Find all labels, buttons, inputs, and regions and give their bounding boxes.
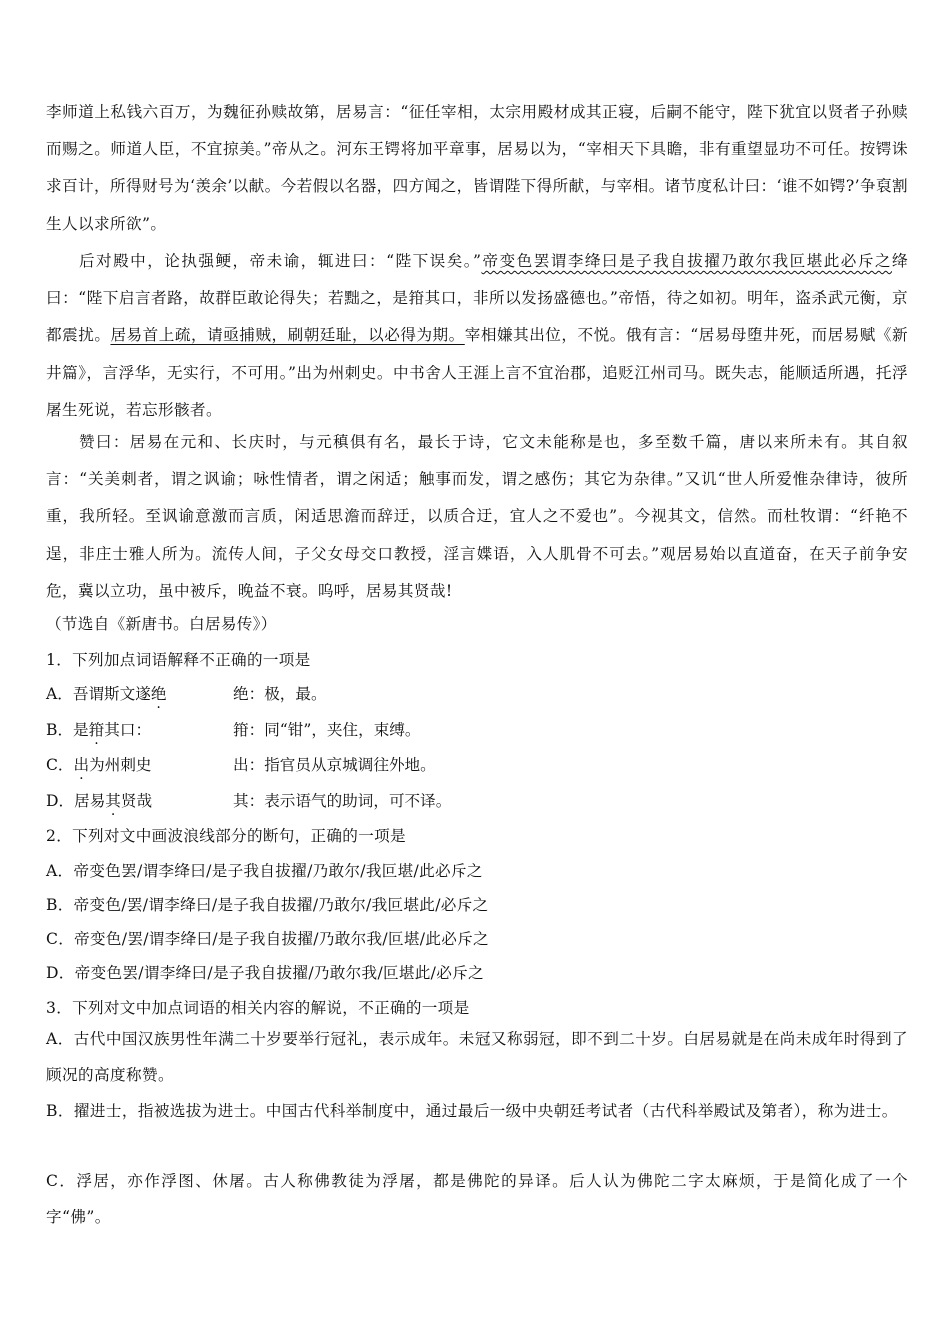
passage-paragraph-3: 赞曰：居易在元和、长庆时，与元稹俱有名，最长于诗，它文未能称是也，多至数千篇，唐以来所未有。其自叙言：“关美刺者，谓之讽谕；咏性情者，谓之闲适；触事而发，谓之感伤；其它为杂律。”又讥“世人所爱惟杂律诗，彼所重，我所轻。至讽谕意激而言质，闲适思澹而辞迂，以质合迂，宜人之不爱也”。今视其文，信然。而杜牧谓：“纤艳不逞，非庄士雅人所为。流传人间，子父女母交口教授，淫言媟语，入人肌骨不可去。”观居易始以直道奋，在天子前争安危，冀以立功，虽中被斥，晚益不衰。呜呼，居易其贤哉!: [46, 433, 908, 600]
question-3-option-a: A．古代中国汉族男性年满二十岁要举行冠礼，表示成年。未冠又称弱冠，即不到二十岁。白居易就是在尚未成年时得到了顾况的高度称赞。: [46, 1030, 908, 1084]
passage-paragraph-2: [46, 243, 908, 429]
question-3-option-c: C．浮居，亦作浮图、休屠。古人称佛教徒为浮屠，都是佛陀的异译。后人认为佛陀二字太麻烦，于是简化成了一个字“佛”。: [46, 1172, 908, 1226]
question-1-option-a-term: A．吾谓斯文遂绝: [46, 685, 167, 703]
question-2-option-a: A．帝变色罢/谓李绛曰/是子我自拔擢/乃敢尔/我叵堪/此必斥之: [46, 862, 483, 880]
dotted-word: 箝: [88, 721, 105, 739]
question-2-stem: 2．下列对文中画波浪线部分的断句，正确的一项是: [46, 827, 406, 845]
dotted-word: 绝: [150, 685, 167, 703]
question-1-option-d-definition: 其：表示语气的助词，可不译。: [233, 792, 452, 810]
question-2-option-c: C．帝变色/罢/谓李绛曰/是子我自拔擢/乃敢尔我/叵堪/此必斥之: [46, 930, 489, 948]
question-1-option-b-definition: 箝：同“钳”，夹住，束缚。: [233, 721, 421, 739]
question-1-option-b-term: B．是箝其口：: [46, 721, 152, 739]
paragraph-2-text-end: 宰相嫌其出位，不悦。俄有言：“居易母堕井死，而居易赋《新井篇》，言浮华，无实行，不可用。”出为州刺史。中书舍人王涯上言不宜治郡，追贬江州司马。既失志，能顺适所遇，托浮屠生死说，若忘形骸者。: [46, 326, 908, 419]
question-3-option-b: B．擢进士，指被选拔为进士。中国古代科举制度中，通过最后一级中央朝廷考试者（古代科举殿试及第者），称为进士。: [46, 1102, 898, 1120]
question-3-stem: 3．下列对文中加点词语的相关内容的解说，不正确的一项是: [46, 999, 470, 1017]
question-2-option-d: D．帝变色罢/谓李绛曰/是子我自拔擢/乃敢尔我/叵堪此/必斥之: [46, 964, 484, 982]
underlined-sentence: 居易首上疏，请亟捕贼，刷朝廷耻，以必得为期。: [110, 326, 465, 345]
dotted-word: 出: [73, 756, 90, 774]
wavy-underlined-sentence: 帝变色罢谓李绛曰是子我自拔擢乃敢尔我叵堪此必斥之: [481, 252, 892, 270]
paragraph-2-text-start: 后对殿中，论执强鲠，帝未谕，辄进曰：“陛下误矣。”: [79, 252, 482, 270]
question-1-option-d-term: D．居易其贤哉: [46, 792, 153, 810]
passage-paragraph-1: 李师道上私钱六百万，为魏征孙赎故第，居易言：“征任宰相，太宗用殿材成其正寝，后嗣不能守，陛下犹宜以贤者子孙赎而赐之。师道人臣，不宜掠美。”帝从之。河东王锷将加平章事，居易以为，“宰相天下具瞻，非有重望显功不可任。按锷诛求百计，所得财号为‘羡余’以献。今若假以名器，四方闻之，皆谓陛下得所献，与宰相。诸节度私计曰：‘谁不如锷?’争裒割生人以求所欲”。: [46, 103, 908, 233]
question-1-option-c-definition: 出：指官员从京城调往外地。: [233, 756, 436, 774]
dotted-word: 其: [105, 792, 121, 810]
question-1-stem: 1．下列加点词语解释不正确的一项是: [46, 651, 311, 669]
question-1-option-a-definition: 绝：极，最。: [233, 685, 327, 703]
question-2-option-b: B．帝变色/罢/谓李绛曰/是子我自拔擢/乃敢尔/我叵堪此/必斥之: [46, 896, 489, 914]
paragraph-2-text-middle: 绛曰：“陛下启言者路，故群臣敢论得失；若黜之，是箝其口，非所以发扬盛德也。”帝悟，待之如初。明年，盗杀武元衡，京都震扰。: [46, 252, 908, 345]
question-1-option-c-term: C．出为州刺史: [46, 756, 152, 774]
passage-source: （节选自《新唐书。白居易传》）: [46, 615, 277, 633]
